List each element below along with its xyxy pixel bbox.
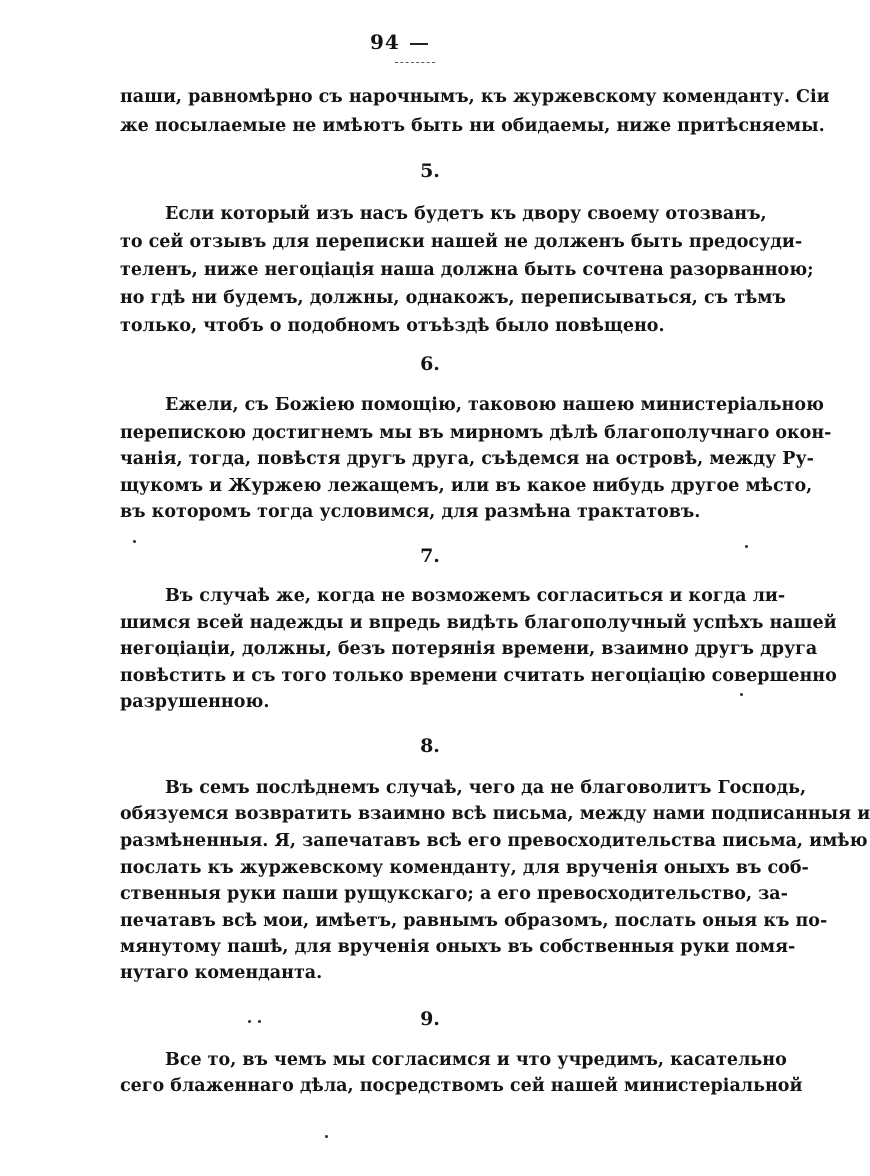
paragraph-line: послать къ журжевскому коменданту, для врученія оныхъ въ соб-	[120, 858, 809, 878]
paragraph-line: Въ случаѣ же, когда не возможемъ согласиться и когда ли-	[165, 586, 786, 606]
paragraph-line: мянутому пашѣ, для врученія оныхъ въ собственныя руки помя-	[120, 937, 796, 957]
section-heading: 7.	[420, 545, 440, 567]
paragraph-line: сего блаженнаго дѣла, посредствомъ сей нашей министеріальной	[120, 1076, 803, 1096]
scan-speck	[325, 1135, 328, 1138]
paragraph-line: разрушенною.	[120, 692, 270, 712]
page-number-dash	[410, 43, 428, 45]
paragraph-line: только, чтобъ о подобномъ отъѣздѣ было повѣщено.	[120, 316, 665, 336]
paragraph-line: нутаго коменданта.	[120, 963, 323, 983]
scan-speck	[248, 1020, 251, 1023]
paragraph-line: чанія, тогда, повѣстя другъ друга, съѣдемся на островѣ, между Ру-	[120, 449, 814, 469]
section-heading: 8.	[420, 735, 440, 757]
paragraph-line: шимся всей надежды и впредь видѣть благополучный успѣхъ нашей	[120, 613, 837, 633]
paragraph-line: размѣненныя. Я, запечатавъ всѣ его превосходительства письма, имѣю	[120, 831, 868, 851]
paragraph-line: то сей отзывъ для переписки нашей не долженъ быть предосуди-	[120, 232, 803, 252]
scan-speck	[133, 540, 136, 543]
paragraph-line: Ежели, съ Божіею помощію, таковою нашею министеріальною	[165, 395, 824, 415]
section-heading: 9.	[420, 1008, 440, 1030]
paragraph-line: Если который изъ насъ будетъ къ двору своему отозванъ,	[165, 204, 767, 224]
paragraph-line: Въ семъ послѣднемъ случаѣ, чего да не благоволитъ Господь,	[165, 778, 807, 798]
paragraph-line: повѣстить и съ того только времени считать негоціацію совершенно	[120, 666, 837, 686]
scan-speck	[740, 693, 743, 696]
paragraph-line: щукомъ и Журжею лежащемъ, или въ какое нибудь другое мѣсто,	[120, 476, 813, 496]
paragraph-line: печатавъ всѣ мои, имѣетъ, равнымъ образомъ, послать оныя къ по-	[120, 911, 828, 931]
section-heading: 5.	[420, 160, 440, 182]
paragraph-line: перепискою достигнемъ мы въ мирномъ дѣлѣ благополучнаго окон-	[120, 423, 832, 443]
paragraph-line: паши, равномѣрно съ нарочнымъ, къ журжевскому коменданту. Сіи	[120, 87, 830, 107]
header-rule	[395, 62, 435, 63]
paragraph-line: ственныя руки паши рущукскаго; а его превосходительство, за-	[120, 884, 788, 904]
paragraph-line: но гдѣ ни будемъ, должны, однакожъ, переписываться, съ тѣмъ	[120, 288, 786, 308]
paragraph-line: негоціаціи, должны, безъ потерянія времени, взаимно другъ друга	[120, 639, 818, 659]
paragraph-line: Все то, въ чемъ мы согласимся и что учредимъ, касательно	[165, 1050, 787, 1070]
paragraph-line: въ которомъ тогда условимся, для размѣна трактатовъ.	[120, 502, 701, 522]
paragraph-line: обязуемся возвратить взаимно всѣ письма, между нами подписанныя и	[120, 804, 870, 824]
page-number	[370, 30, 490, 54]
page-number-text: 94	[370, 30, 400, 54]
scan-speck	[745, 545, 748, 548]
paragraph-line: же посылаемые не имѣютъ быть ни обидаемы, ниже притѣсняемы.	[120, 116, 825, 136]
paragraph-line: теленъ, ниже негоціація наша должна быть сочтена разорванною;	[120, 260, 814, 280]
scan-speck	[258, 1020, 261, 1023]
section-heading: 6.	[420, 353, 440, 375]
